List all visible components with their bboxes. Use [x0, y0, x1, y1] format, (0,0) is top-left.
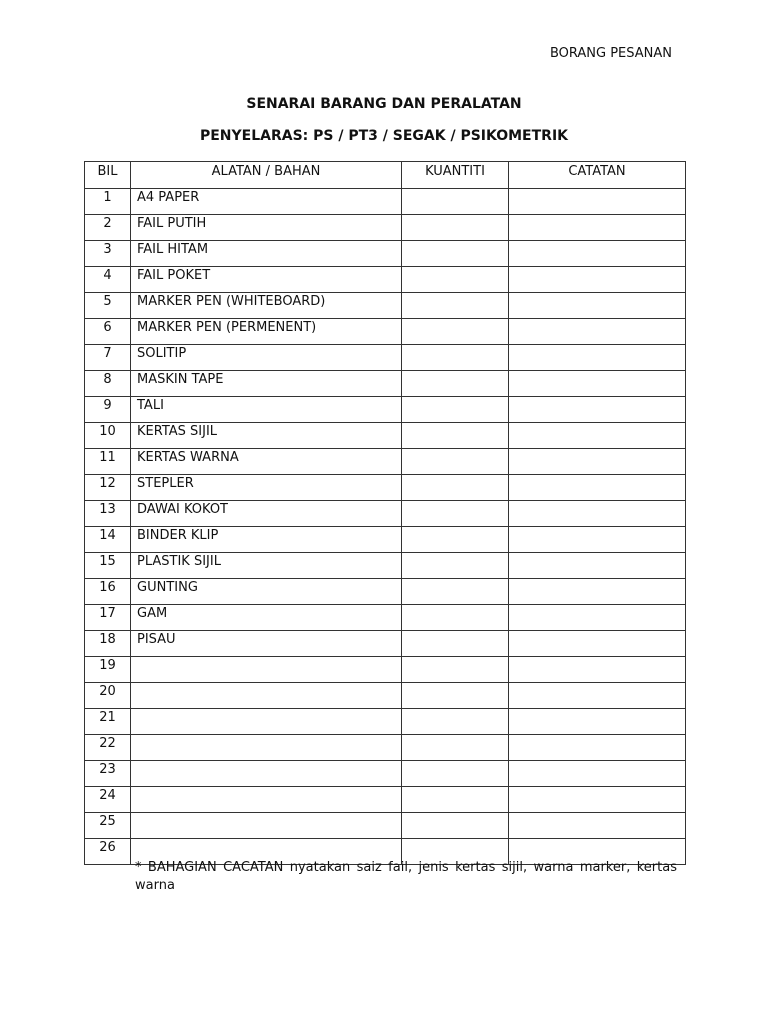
cell-bil: 19	[85, 657, 131, 683]
cell-bil: 6	[85, 319, 131, 345]
cell-catatan	[509, 527, 686, 553]
table-row	[85, 345, 686, 371]
cell-item: FAIL POKET	[131, 267, 402, 293]
cell-bil: 17	[85, 605, 131, 631]
cell-catatan	[509, 267, 686, 293]
header-catatan: CATATAN	[509, 162, 686, 189]
cell-bil: 12	[85, 475, 131, 501]
cell-catatan	[509, 813, 686, 839]
table-header-row	[85, 162, 686, 189]
cell-bil: 3	[85, 241, 131, 267]
table-row	[85, 423, 686, 449]
cell-kuantiti	[402, 787, 509, 813]
cell-kuantiti	[402, 449, 509, 475]
cell-bil: 4	[85, 267, 131, 293]
cell-item	[131, 787, 402, 813]
table-row	[85, 761, 686, 787]
table-row	[85, 371, 686, 397]
cell-catatan	[509, 345, 686, 371]
footnote: * BAHAGIAN CACATAN nyatakan saiz fail, jenis kertas sijil, warna marker, kertas warna	[135, 860, 677, 893]
cell-catatan	[509, 631, 686, 657]
cell-item: STEPLER	[131, 475, 402, 501]
cell-item: BINDER KLIP	[131, 527, 402, 553]
cell-bil: 7	[85, 345, 131, 371]
cell-item	[131, 761, 402, 787]
cell-kuantiti	[402, 293, 509, 319]
cell-catatan	[509, 319, 686, 345]
cell-bil: 2	[85, 215, 131, 241]
cell-bil: 9	[85, 397, 131, 423]
cell-item	[131, 735, 402, 761]
cell-bil: 13	[85, 501, 131, 527]
table-row	[85, 631, 686, 657]
cell-kuantiti	[402, 709, 509, 735]
cell-catatan	[509, 371, 686, 397]
page-subtitle: PENYELARAS: PS / PT3 / SEGAK / PSIKOMETRIK	[199, 128, 569, 144]
cell-bil: 14	[85, 527, 131, 553]
table-row	[85, 813, 686, 839]
cell-catatan	[509, 761, 686, 787]
cell-item: FAIL PUTIH	[131, 215, 402, 241]
table-row	[85, 579, 686, 605]
table-row	[85, 189, 686, 215]
cell-bil: 20	[85, 683, 131, 709]
cell-kuantiti	[402, 319, 509, 345]
table-row	[85, 449, 686, 475]
cell-kuantiti	[402, 683, 509, 709]
cell-bil: 1	[85, 189, 131, 215]
cell-kuantiti	[402, 189, 509, 215]
table-row	[85, 319, 686, 345]
cell-kuantiti	[402, 397, 509, 423]
cell-kuantiti	[402, 241, 509, 267]
cell-kuantiti	[402, 579, 509, 605]
cell-kuantiti	[402, 475, 509, 501]
cell-bil: 8	[85, 371, 131, 397]
table-row	[85, 657, 686, 683]
cell-catatan	[509, 397, 686, 423]
header-alatan-bahan: ALATAN / BAHAN	[131, 162, 402, 189]
header-kuantiti: KUANTITI	[402, 162, 509, 189]
cell-item: PISAU	[131, 631, 402, 657]
cell-bil: 22	[85, 735, 131, 761]
cell-bil: 11	[85, 449, 131, 475]
cell-item: A4 PAPER	[131, 189, 402, 215]
cell-bil: 5	[85, 293, 131, 319]
cell-item	[131, 813, 402, 839]
cell-bil: 15	[85, 553, 131, 579]
table-row	[85, 787, 686, 813]
table-row	[85, 709, 686, 735]
table-row	[85, 553, 686, 579]
cell-kuantiti	[402, 267, 509, 293]
form-label: BORANG PESANAN	[549, 46, 672, 61]
cell-item: MASKIN TAPE	[131, 371, 402, 397]
cell-catatan	[509, 501, 686, 527]
cell-kuantiti	[402, 215, 509, 241]
cell-catatan	[509, 787, 686, 813]
cell-bil: 23	[85, 761, 131, 787]
cell-catatan	[509, 657, 686, 683]
table-row	[85, 527, 686, 553]
page-title: SENARAI BARANG DAN PERALATAN	[246, 96, 522, 112]
cell-item: DAWAI KOKOT	[131, 501, 402, 527]
table-row	[85, 397, 686, 423]
cell-bil: 21	[85, 709, 131, 735]
table-row	[85, 267, 686, 293]
cell-kuantiti	[402, 345, 509, 371]
cell-catatan	[509, 735, 686, 761]
cell-kuantiti	[402, 761, 509, 787]
cell-item	[131, 709, 402, 735]
cell-catatan	[509, 579, 686, 605]
cell-bil: 18	[85, 631, 131, 657]
cell-item	[131, 683, 402, 709]
cell-kuantiti	[402, 735, 509, 761]
cell-kuantiti	[402, 371, 509, 397]
cell-catatan	[509, 423, 686, 449]
cell-catatan	[509, 449, 686, 475]
cell-kuantiti	[402, 423, 509, 449]
cell-catatan	[509, 293, 686, 319]
cell-item: MARKER PEN (WHITEBOARD)	[131, 293, 402, 319]
cell-catatan	[509, 683, 686, 709]
cell-bil: 25	[85, 813, 131, 839]
cell-item: GUNTING	[131, 579, 402, 605]
table-row	[85, 605, 686, 631]
cell-bil: 24	[85, 787, 131, 813]
table-row	[85, 241, 686, 267]
items-table	[84, 161, 686, 865]
cell-kuantiti	[402, 527, 509, 553]
cell-item: PLASTIK SIJIL	[131, 553, 402, 579]
cell-bil: 26	[85, 839, 131, 865]
cell-catatan	[509, 215, 686, 241]
table-row	[85, 293, 686, 319]
cell-item: MARKER PEN (PERMENENT)	[131, 319, 402, 345]
cell-item: TALI	[131, 397, 402, 423]
table-row	[85, 735, 686, 761]
cell-catatan	[509, 553, 686, 579]
cell-bil: 10	[85, 423, 131, 449]
cell-item: GAM	[131, 605, 402, 631]
table-row	[85, 683, 686, 709]
cell-catatan	[509, 189, 686, 215]
cell-kuantiti	[402, 631, 509, 657]
cell-item: KERTAS SIJIL	[131, 423, 402, 449]
cell-kuantiti	[402, 501, 509, 527]
cell-kuantiti	[402, 553, 509, 579]
cell-kuantiti	[402, 657, 509, 683]
cell-item: KERTAS WARNA	[131, 449, 402, 475]
cell-kuantiti	[402, 605, 509, 631]
cell-bil: 16	[85, 579, 131, 605]
table-row	[85, 215, 686, 241]
cell-item: FAIL HITAM	[131, 241, 402, 267]
header-bil: BIL	[85, 162, 131, 189]
cell-catatan	[509, 241, 686, 267]
table-row	[85, 475, 686, 501]
cell-item: SOLITIP	[131, 345, 402, 371]
table-row	[85, 501, 686, 527]
cell-kuantiti	[402, 813, 509, 839]
cell-catatan	[509, 605, 686, 631]
cell-catatan	[509, 709, 686, 735]
cell-item	[131, 657, 402, 683]
cell-catatan	[509, 475, 686, 501]
